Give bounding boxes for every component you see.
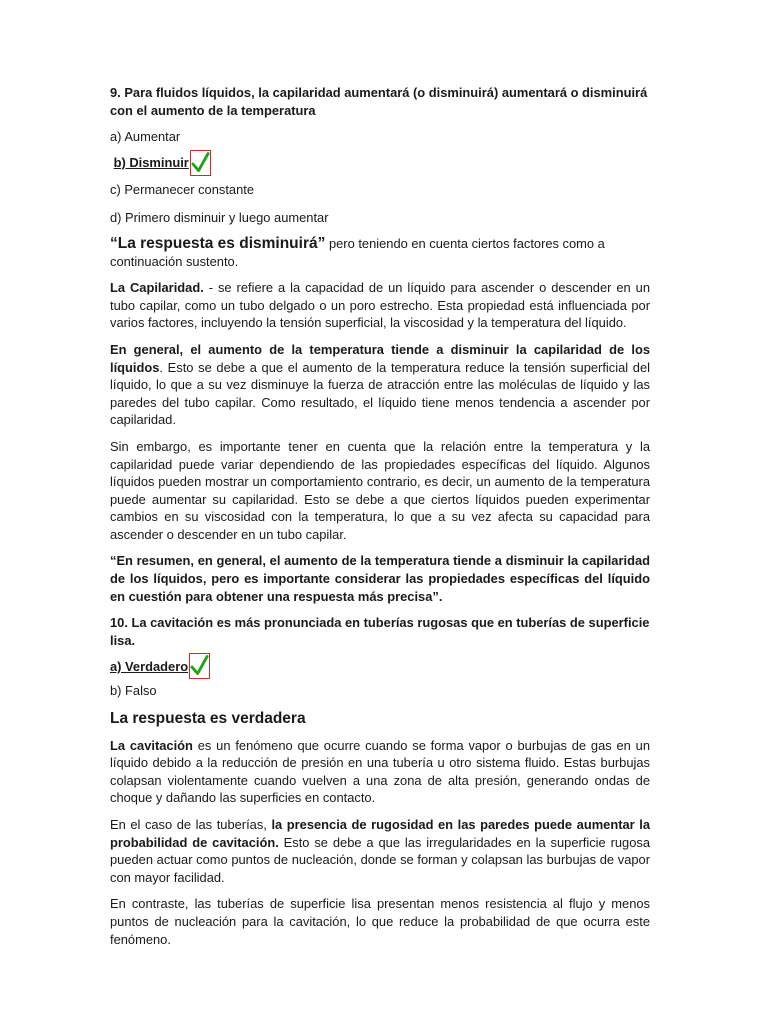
summary-9: “En resumen, en general, el aumento de la temperatura tiende a disminuir la capilaridad de los líquidos, pero es importante considerar las propiedades específicas del líquido en cuestión para obtener una respuesta más precisa”.	[110, 553, 650, 604]
tuberias-start: En el caso de las tuberías,	[110, 817, 272, 832]
answer-9-lead: “La respuesta es disminuirá”	[110, 234, 326, 252]
paragraph-general	[110, 341, 650, 429]
option-9b-correct	[110, 150, 650, 176]
option-10a-label: a) Verdadero	[110, 658, 189, 674]
capilaridad-term: La Capilaridad.	[110, 280, 204, 296]
general-bold: En general, el aumento de la temperatura tiende a disminuir la capilaridad de los líquidos	[110, 341, 650, 375]
option-9a: a) Aumentar	[110, 129, 181, 145]
question-9: 9. Para fluidos líquidos, la capilaridad aumentará (o disminuirá) aumentará o disminuirá con el aumento de la temperatura	[110, 85, 648, 118]
paragraph-sin-embargo: Sin embargo, es importante tener en cuenta que la relación entre la temperatura y la capilaridad puede variar dependiendo de las propiedades específicas del líquido. Algunos líquidos pueden mostrar un comportamiento contrario, es decir, un aumento de la temperatura puede aumentar su capilaridad. Esto se debe a que ciertos líquidos pueden experimentar cambios en su viscosidad con la temperatura, lo que a su vez afecta su capacidad para ascender o descender en un tubo capilar.	[110, 438, 650, 542]
paragraph-tuberias	[110, 816, 650, 886]
paragraph-capilaridad	[110, 279, 650, 332]
answer-10-heading: La respuesta es verdadera	[110, 710, 306, 728]
cavitacion-term: La cavitación	[110, 737, 193, 753]
option-9c: c) Permanecer constante	[110, 181, 255, 197]
tuberias-text: Esto se debe a que las irregularidades en la superficie rugosa pueden actuar como puntos de nucleación, donde se forman y colapsan las burbujas de vapor con mayor facilidad.	[110, 834, 651, 885]
answer-9-intro	[110, 235, 650, 270]
paragraph-contraste: En contraste, las tuberías de superficie lisa presentan menos resistencia al flujo y menos puntos de nucleación para la cavitación, lo que reduce la probabilidad de que ocurra este fenómeno.	[110, 896, 650, 947]
answer-9-rest: pero teniendo en cuenta ciertos factores como a continuación sustento.	[110, 235, 605, 269]
checkmark-icon	[190, 150, 211, 176]
paragraph-cavitacion	[110, 737, 650, 807]
tuberias-bold: la presencia de rugosidad en las paredes puede aumentar la probabilidad de cavitación.	[110, 817, 651, 850]
capilaridad-text: - se refiere a la capacidad de un líquido para ascender o descender en un tubo capilar, como un tubo delgado o un poro estrecho. Esta propiedad está influenciada por varios factores, incluyendo la tensión superficial, la viscosidad y la temperatura del líquido.	[110, 280, 650, 331]
question-10: 10. La cavitación es más pronunciada en tuberías rugosas que en tuberías de superficie lisa.	[110, 615, 650, 648]
checkmark-icon	[189, 653, 210, 679]
cavitacion-text: es un fenómeno que ocurre cuando se forma vapor o burbujas de gas en un líquido debido a la reducción de presión en una tubería u otro sistema fluido. Estas burbujas colapsan violentamente cuando vuelven a una zona de alta presión, generando ondas de choque y dañando las superficies en contacto.	[110, 737, 650, 806]
option-10a-correct	[110, 653, 650, 679]
general-text: . Esto se debe a que el aumento de la temperatura reduce la tensión superficial del líquido, lo que a su vez disminuye la fuerza de atracción entre las moléculas de líquido y las paredes del tubo capilar. Como resultado, el líquido tiene menos tendencia a ascender por capilaridad.	[110, 359, 650, 428]
option-10b: b) Falso	[110, 683, 157, 699]
option-9b-label: b) Disminuir	[113, 154, 189, 170]
option-9d: d) Primero disminuir y luego aumentar	[110, 210, 329, 226]
